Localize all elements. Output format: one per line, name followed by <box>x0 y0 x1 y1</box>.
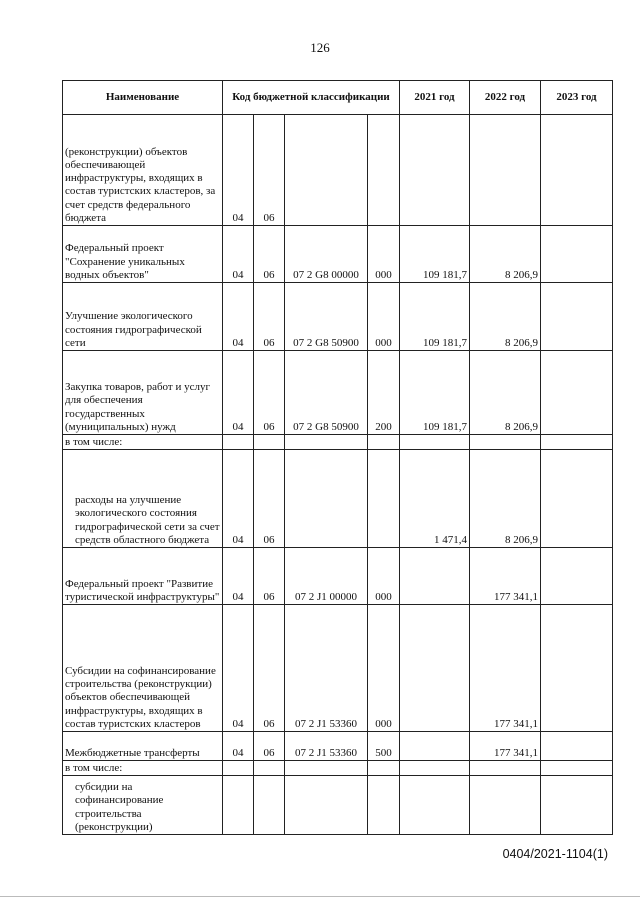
cell-y2021 <box>400 115 470 226</box>
cell-pr: 06 <box>254 732 285 761</box>
header-name: Наименование <box>63 81 223 115</box>
table-row <box>63 226 613 283</box>
cell-name: Закупка товаров, работ и услуг для обеспечения государственных (муниципальных) нужд <box>63 351 223 435</box>
cell-name: Федеральный проект "Сохранение уникальных водных объектов" <box>63 226 223 283</box>
cell-pr <box>254 761 285 776</box>
cell-y2021: 109 181,7 <box>400 351 470 435</box>
cell-y2022: 8 206,9 <box>470 226 541 283</box>
cell-vr: 000 <box>368 548 400 605</box>
cell-y2022 <box>470 761 541 776</box>
header-code: Код бюджетной классификации <box>223 81 400 115</box>
cell-rz: 04 <box>223 283 254 351</box>
table-row <box>63 450 613 548</box>
table-row <box>63 548 613 605</box>
cell-name: Субсидии на софинансирование строительства (реконструкции) объектов обеспечивающей инфраструктуры, входящих в состав туристских кластеров <box>63 605 223 732</box>
cell-y2022 <box>470 435 541 450</box>
cell-y2021 <box>400 605 470 732</box>
cell-rz: 04 <box>223 548 254 605</box>
cell-y2023 <box>541 605 613 732</box>
cell-y2022: 8 206,9 <box>470 283 541 351</box>
cell-y2023 <box>541 761 613 776</box>
cell-y2021 <box>400 548 470 605</box>
cell-y2023 <box>541 115 613 226</box>
cell-y2022: 177 341,1 <box>470 732 541 761</box>
cell-vr: 000 <box>368 226 400 283</box>
cell-vr <box>368 776 400 835</box>
table-row <box>63 732 613 761</box>
page-number: 126 <box>310 40 330 55</box>
cell-vr <box>368 761 400 776</box>
cell-y2021: 1 471,4 <box>400 450 470 548</box>
cell-y2022: 177 341,1 <box>470 548 541 605</box>
cell-y2021 <box>400 761 470 776</box>
cell-name: Федеральный проект "Развитие туристической инфраструктуры" <box>63 548 223 605</box>
cell-rz: 04 <box>223 450 254 548</box>
cell-pr: 06 <box>254 450 285 548</box>
cell-y2023 <box>541 283 613 351</box>
cell-name: Улучшение экологического состояния гидрографической сети <box>63 283 223 351</box>
cell-csr: 07 2 G8 50900 <box>285 283 368 351</box>
header-2022: 2022 год <box>470 81 541 115</box>
table-row <box>63 283 613 351</box>
table-row <box>63 761 613 776</box>
cell-pr: 06 <box>254 115 285 226</box>
cell-y2023 <box>541 450 613 548</box>
cell-y2022 <box>470 776 541 835</box>
cell-y2021 <box>400 732 470 761</box>
bottom-rule <box>0 896 640 897</box>
cell-csr <box>285 450 368 548</box>
cell-vr: 200 <box>368 351 400 435</box>
cell-name: субсидии на софинансирование строительства (реконструкции) <box>63 776 223 835</box>
cell-y2023 <box>541 732 613 761</box>
cell-y2023 <box>541 351 613 435</box>
table-row <box>63 605 613 732</box>
cell-name: Межбюджетные трансферты <box>63 732 223 761</box>
cell-csr: 07 2 J1 00000 <box>285 548 368 605</box>
cell-rz: 04 <box>223 226 254 283</box>
cell-pr <box>254 776 285 835</box>
cell-y2022: 8 206,9 <box>470 351 541 435</box>
cell-csr <box>285 435 368 450</box>
cell-csr <box>285 776 368 835</box>
cell-rz <box>223 761 254 776</box>
cell-csr: 07 2 J1 53360 <box>285 732 368 761</box>
cell-name: (реконструкции) объектов обеспечивающей инфраструктуры, входящих в состав туристских кластеров, за счет средств федерального бюджета <box>63 115 223 226</box>
cell-y2023 <box>541 776 613 835</box>
cell-pr: 06 <box>254 605 285 732</box>
cell-rz: 04 <box>223 115 254 226</box>
cell-y2023 <box>541 548 613 605</box>
cell-pr: 06 <box>254 351 285 435</box>
cell-pr: 06 <box>254 226 285 283</box>
table-row <box>63 776 613 835</box>
cell-vr <box>368 435 400 450</box>
cell-vr: 000 <box>368 283 400 351</box>
cell-vr <box>368 115 400 226</box>
cell-y2021: 109 181,7 <box>400 283 470 351</box>
cell-y2021 <box>400 776 470 835</box>
table-row <box>63 115 613 226</box>
cell-pr <box>254 435 285 450</box>
cell-rz <box>223 776 254 835</box>
table-header-row <box>63 81 613 115</box>
cell-name: в том числе: <box>63 435 223 450</box>
cell-y2022 <box>470 115 541 226</box>
cell-y2023 <box>541 226 613 283</box>
cell-pr: 06 <box>254 283 285 351</box>
cell-csr <box>285 761 368 776</box>
cell-name: расходы на улучшение экологического состояния гидрографической сети за счет средств областного бюджета <box>63 450 223 548</box>
cell-y2021 <box>400 435 470 450</box>
cell-vr: 000 <box>368 605 400 732</box>
header-2021: 2021 год <box>400 81 470 115</box>
table-row <box>63 351 613 435</box>
cell-y2021: 109 181,7 <box>400 226 470 283</box>
cell-csr: 07 2 J1 53360 <box>285 605 368 732</box>
cell-y2022: 8 206,9 <box>470 450 541 548</box>
cell-vr: 500 <box>368 732 400 761</box>
cell-csr: 07 2 G8 50900 <box>285 351 368 435</box>
cell-y2022: 177 341,1 <box>470 605 541 732</box>
cell-vr <box>368 450 400 548</box>
document-code: 0404/2021-1104(1) <box>502 847 608 861</box>
cell-csr: 07 2 G8 00000 <box>285 226 368 283</box>
cell-csr <box>285 115 368 226</box>
cell-rz: 04 <box>223 605 254 732</box>
cell-rz: 04 <box>223 732 254 761</box>
table-row <box>63 435 613 450</box>
cell-pr: 06 <box>254 548 285 605</box>
cell-rz <box>223 435 254 450</box>
cell-rz: 04 <box>223 351 254 435</box>
cell-y2023 <box>541 435 613 450</box>
cell-name: в том числе: <box>63 761 223 776</box>
budget-table <box>62 80 613 835</box>
header-2023: 2023 год <box>541 81 613 115</box>
